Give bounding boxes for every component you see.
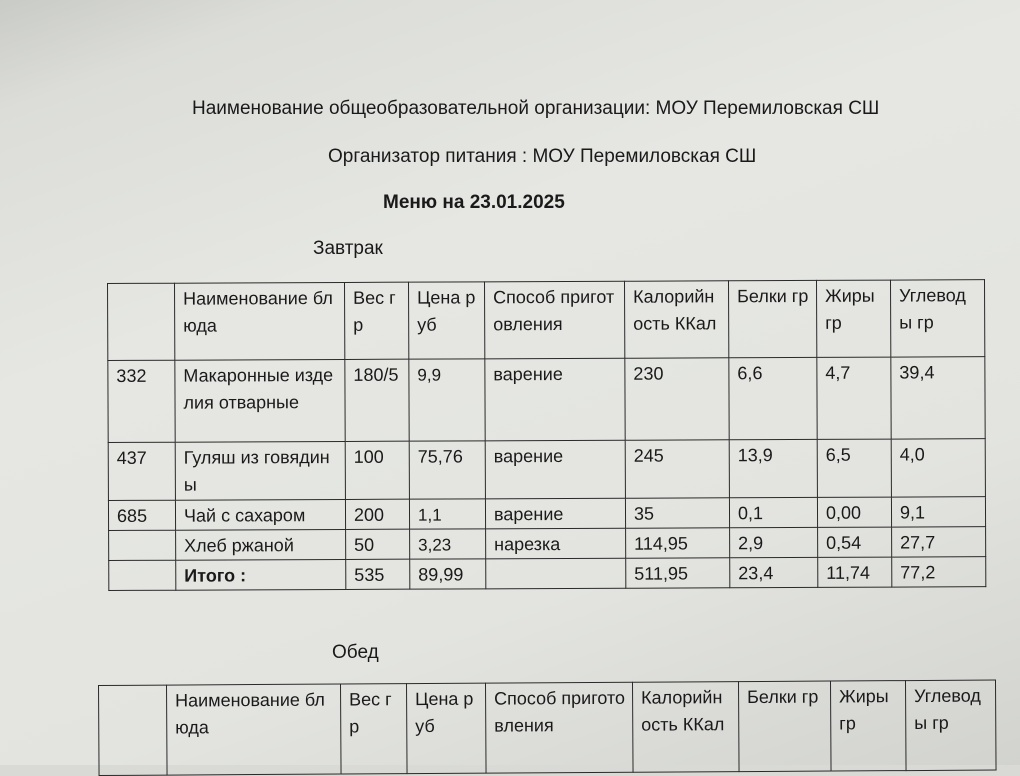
table-row	[108, 439, 985, 501]
cell-name: Гуляш из говядины	[175, 441, 345, 500]
header-cell-fat: Жиры гр	[830, 681, 906, 771]
cell-kcal: 245	[625, 440, 729, 498]
cell-weight: 180/5	[345, 359, 409, 441]
total-price: 89,99	[410, 559, 486, 589]
header-cell-carbs: Углеводы гр	[890, 280, 984, 357]
cell-price: 9,9	[409, 359, 485, 441]
table-header-row	[99, 680, 997, 775]
lunch-table	[98, 680, 997, 776]
header-cell-code	[108, 283, 175, 360]
table-total-row	[109, 557, 986, 591]
cell-name: Чай с сахаром	[175, 499, 345, 530]
header-cell-code	[99, 685, 168, 775]
cell-weight: 50	[346, 529, 410, 559]
caterer-line: Организатор питания : МОУ Перемиловская СШ	[328, 146, 757, 167]
cell-protein: 6,6	[729, 357, 817, 439]
cell-code	[109, 530, 176, 560]
cell-fat: 4,7	[817, 357, 891, 439]
header-cell-kcal: Калорийность ККал	[632, 682, 739, 773]
cell-price: 1,1	[409, 499, 485, 529]
cell-method: варение	[485, 498, 625, 529]
cell-name: Хлеб ржаной	[176, 529, 346, 560]
cell-method: нарезка	[486, 528, 626, 559]
header-cell-protein: Белки гр	[728, 280, 816, 357]
cell-carbs: 4,0	[891, 439, 985, 497]
table-row	[108, 497, 985, 531]
cell-weight: 200	[345, 499, 409, 529]
cell-method: варение	[485, 358, 625, 441]
cell-protein: 2,9	[730, 527, 818, 557]
lunch-label: Обед	[332, 642, 379, 663]
table-row	[109, 527, 986, 561]
total-carbs: 77,2	[892, 557, 986, 587]
total-method	[486, 558, 626, 589]
cell-carbs: 39,4	[891, 357, 985, 439]
total-kcal: 511,95	[626, 558, 730, 588]
header-cell-weight: Вес гр	[344, 282, 408, 359]
table-header-row	[108, 280, 985, 361]
header-cell-price: Цена руб	[406, 683, 486, 773]
cell-fat: 0,54	[818, 527, 892, 557]
header-cell-method: Способ приготовления	[484, 281, 624, 359]
breakfast-table	[107, 279, 986, 591]
menu-title: Меню на 23.01.2025	[383, 192, 565, 213]
cell-protein: 0,1	[729, 497, 817, 527]
cell-fat: 0,00	[817, 497, 891, 527]
cell-price: 75,76	[409, 441, 485, 499]
cell-fat: 6,5	[817, 439, 891, 497]
header-cell-name: Наименование блюда	[175, 282, 345, 360]
cell-protein: 13,9	[729, 439, 817, 497]
breakfast-label: Завтрак	[313, 238, 383, 259]
header-cell-protein: Белки гр	[738, 681, 831, 772]
cell-name: Макаронные изделия отварные	[175, 359, 345, 442]
header-cell-kcal: Калорийность ККал	[624, 281, 728, 358]
cell-price: 3,23	[410, 529, 486, 559]
cell-kcal: 114,95	[626, 528, 730, 558]
cell-weight: 100	[345, 441, 409, 499]
header-cell-fat: Жиры гр	[816, 280, 890, 357]
total-weight: 535	[346, 559, 410, 589]
cell-method: варение	[485, 440, 625, 499]
total-protein: 23,4	[730, 557, 818, 587]
header-cell-carbs: Углеводы гр	[905, 680, 996, 771]
cell-carbs: 27,7	[892, 527, 986, 557]
header-cell-weight: Вес гр	[340, 684, 407, 774]
organization-line: Наименование общеобразовательной организации: МОУ Перемиловская СШ	[192, 98, 880, 119]
cell-carbs: 9,1	[891, 497, 985, 527]
cell-code: 685	[108, 500, 175, 530]
table-row	[108, 357, 985, 443]
header-cell-price: Цена руб	[408, 282, 484, 359]
cell-code: 437	[108, 442, 175, 500]
total-label: Итого :	[176, 559, 346, 590]
cell-code: 332	[108, 360, 175, 442]
header-cell-method: Способ приготовления	[485, 682, 633, 773]
total-fat: 11,74	[818, 557, 892, 587]
cell-kcal: 35	[625, 498, 729, 528]
cell-code	[109, 560, 176, 590]
header-cell-name: Наименование блюда	[167, 684, 342, 775]
cell-kcal: 230	[625, 358, 729, 440]
